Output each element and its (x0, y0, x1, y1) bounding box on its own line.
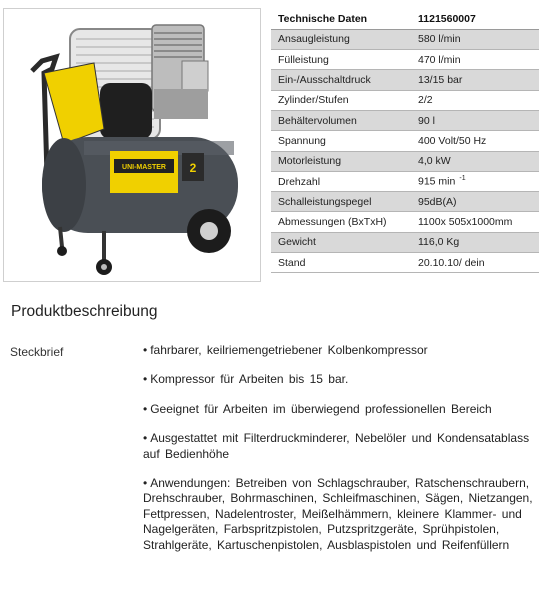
spec-header-label: Technische Daten (271, 9, 411, 29)
spec-row (271, 70, 539, 90)
feature-item (143, 343, 538, 358)
spec-label: Behältervolumen (271, 110, 411, 130)
spec-label: Spannung (271, 131, 411, 151)
spec-label: Ansaugleistung (271, 29, 411, 49)
feature-item (143, 476, 538, 553)
spec-row (271, 151, 539, 171)
spec-value (411, 131, 539, 151)
spec-value-text: 580 l/min (418, 33, 461, 46)
spec-value (411, 110, 539, 130)
spec-label: Abmessungen (BxTxH) (271, 212, 411, 232)
spec-row (271, 212, 539, 232)
spec-value (411, 70, 539, 90)
spec-label: Gewicht (271, 232, 411, 252)
spec-row (271, 90, 539, 110)
spec-label: Drehzahl (271, 171, 411, 191)
spec-value (411, 253, 539, 273)
spec-row (271, 131, 539, 151)
spec-row (271, 29, 539, 49)
spec-value (411, 50, 539, 70)
feature-list (143, 343, 538, 567)
feature-item (143, 431, 538, 462)
spec-label: Ein-/Ausschaltdruck (271, 70, 411, 90)
control-panel (44, 63, 104, 144)
spec-value-text: 4,0 kW (418, 155, 451, 168)
spec-value-text: 2/2 (418, 94, 433, 107)
spec-value (411, 232, 539, 252)
spec-label: Schalleistungspegel (271, 192, 411, 212)
spec-row (271, 171, 539, 191)
pump-head (152, 25, 208, 119)
spec-value-text: 95dB(A) (418, 195, 457, 208)
spec-row (271, 110, 539, 130)
feature-item (143, 402, 538, 417)
section-title: Produktbeschreibung (11, 303, 158, 320)
compressor-illustration (4, 9, 260, 281)
spec-row (271, 50, 539, 70)
steckbrief-label: Steckbrief (10, 345, 64, 359)
spec-label: Motorleistung (271, 151, 411, 171)
spec-value-text: 90 l (418, 114, 435, 127)
spec-value-text: 1100x 505x1000mm (418, 216, 513, 229)
spec-table (271, 9, 539, 273)
spec-row (271, 253, 539, 273)
spec-value-text: 20.10.10/ dein (418, 256, 485, 269)
spec-value-text: 915 min (418, 175, 456, 188)
motor (100, 83, 152, 139)
product-image (3, 8, 261, 282)
feature-item (143, 372, 538, 387)
spec-label: Stand (271, 253, 411, 273)
spec-header-row (271, 9, 539, 29)
spec-value-text: 13/15 bar (418, 74, 463, 87)
spec-value (411, 151, 539, 171)
spec-value-text: 470 l/min (418, 53, 461, 66)
spec-label: Zylinder/Stufen (271, 90, 411, 110)
spec-header-value: 1121560007 (411, 9, 539, 29)
spec-row (271, 192, 539, 212)
feature-text: Geeignet für Arbeiten im überwiegend professionellen Bereich (150, 401, 492, 416)
feature-text: Anwendungen: Betreiben von Schlagschrauber, Ratschenschraubern, Drehschrauber, Bohrmaschinen, Schleifmaschinen, Sägen, Nietzangen, Fettpressen, Nadelentroster, Meißelhämmern, kleinere Klammer- und Nagelgeräten, Farbspritzpistolen, Putzspritzgeräte, Sprühpistolen, Strahlgeräte, Kartuschenpistolen, Ausblaspistolen und Reifenfüllern (143, 476, 533, 552)
feature-text: fahrbarer, keilriemengetriebener Kolbenkompressor (150, 343, 428, 357)
feature-text: Ausgestattet mit Filterdruckminderer, Nebelöler und Kondensatablass auf Bedienhöhe (143, 431, 530, 461)
spec-value (411, 192, 539, 212)
spec-value (411, 90, 539, 110)
spec-row (271, 232, 539, 252)
wheel-large (187, 209, 231, 253)
spec-value (411, 171, 539, 191)
spec-value-text: 116,0 Kg (418, 236, 460, 249)
spec-value-text: 400 Volt/50 Hz (418, 134, 487, 147)
spec-value-superscript: -1 (459, 175, 466, 183)
svg-text:2: 2 (189, 161, 197, 175)
spec-value (411, 29, 539, 49)
svg-text:UNI-MASTER: UNI-MASTER (122, 164, 166, 171)
spec-value (411, 212, 539, 232)
spec-label: Fülleistung (271, 50, 411, 70)
feature-text: Kompressor für Arbeiten bis 15 bar. (150, 372, 349, 387)
wheel-small (57, 227, 112, 275)
